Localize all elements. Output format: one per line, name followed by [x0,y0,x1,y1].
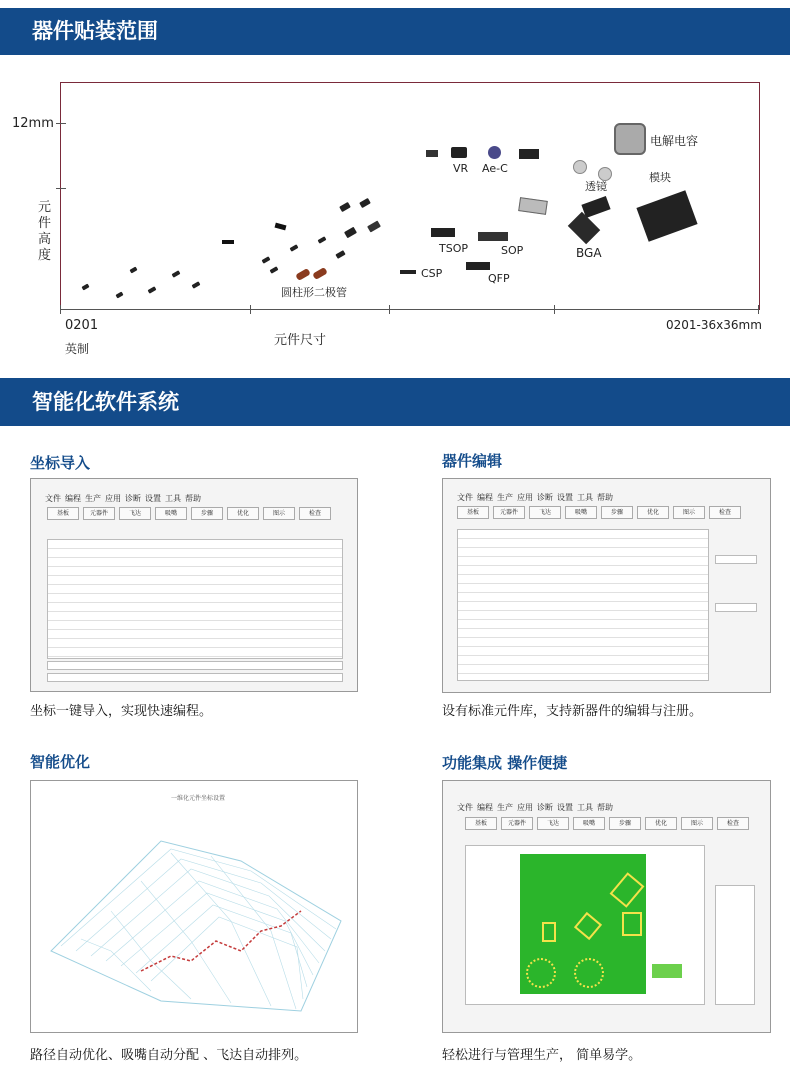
screenshot-component-edit [442,478,771,693]
x-axis [60,309,759,310]
label-electrolytic: 电解电容 [650,134,699,148]
feature-title-smart-optimization: 智能优化 [30,753,91,771]
package-vr [451,147,467,158]
screenshot-smart-optimization [30,780,358,1033]
feature-title-coordinate-import: 坐标导入 [30,454,91,472]
component-form [457,529,709,681]
pcb-bga-ring [574,958,604,988]
label-lens: 透镜 [585,180,607,193]
x-tick [389,305,390,314]
package-aec [488,146,501,159]
section-banner-placement-range: 器件贴装范围 [0,8,790,55]
y-tick [56,123,66,124]
label-sop: SOP [501,244,524,257]
label-tsop: TSOP [439,242,468,255]
optimization-plot-title: 一维化元件坐标设置 [171,795,226,802]
x-end-label: 0201-36x36mm [666,318,762,332]
screenshot-integrated-functions [442,780,771,1033]
x-tick [60,305,61,314]
package-csp [400,270,416,274]
label-csp: CSP [421,267,443,280]
y-tick [56,188,66,189]
x-axis-label: 元件尺寸 [274,333,327,348]
x-tick [554,305,555,314]
package-qfp [466,262,490,270]
feature-caption-coordinate-import: 坐标一键导入，实现快速编程。 [30,704,213,719]
feature-caption-smart-optimization: 路径自动优化、吸嘴自动分配 、飞达自动排列。 [30,1048,308,1063]
optimization-surface-plot [41,801,347,1021]
software-toolbar: 基板 元器件 飞达 吸嘴 步骤 优化 图示 检查 [465,817,749,830]
software-menu-bar: 文件 编程 生产 应用 诊断 设置 工具 帮助 [45,494,201,503]
chart-frame [60,82,760,310]
software-menu-bar: 文件 编程 生产 应用 诊断 设置 工具 帮助 [457,493,613,502]
coordinate-table [47,539,343,659]
side-button [715,603,757,612]
package-lens [573,160,587,174]
software-toolbar: 基板 元器件 飞达 吸嘴 步骤 优化 图示 检查 [47,507,331,520]
chip-flat [222,240,234,244]
x-tick [758,305,759,314]
feature-caption-component-edit: 设有标准元件库，支持新器件的编辑与注册。 [442,704,703,719]
y-axis-label: 元 件 高 度 [38,200,52,263]
software-toolbar: 基板 元器件 飞达 吸嘴 步骤 优化 图示 检查 [457,506,741,519]
table-controls [47,673,343,682]
x-start-sublabel: 英制 [65,342,90,356]
label-module: 模块 [649,171,671,184]
label-vr: VR [453,162,469,175]
package-soic [519,149,539,159]
side-button [715,555,757,564]
label-aec: Ae-C [482,162,508,175]
screenshot-coordinate-import [30,478,358,692]
feature-title-component-edit: 器件编辑 [442,452,503,470]
side-panel [715,885,755,1005]
label-qfp: QFP [488,272,510,285]
x-start-label: 0201 [65,318,99,333]
pcb-pad [622,912,642,936]
package-sop [478,232,508,241]
pcb-pad [542,922,556,942]
section-banner-software: 智能化软件系统 [0,378,790,426]
label-bga: BGA [576,246,602,260]
package-electrolytic [614,123,646,155]
pcb-connector [652,964,682,978]
pcb-bga-ring [526,958,556,988]
package-tsop [431,228,455,237]
y-label-12mm: 12mm [12,116,54,131]
table-controls [47,661,343,670]
feature-caption-integrated-functions: 轻松进行与管理生产， 简单易学。 [442,1048,642,1063]
label-diode: 圆柱形二极管 [281,286,347,299]
package-sot [426,150,438,157]
software-menu-bar: 文件 编程 生产 应用 诊断 设置 工具 帮助 [457,803,613,812]
pcb-view [465,845,705,1005]
x-tick [250,305,251,314]
feature-title-integrated-functions: 功能集成 操作便捷 [442,754,568,772]
